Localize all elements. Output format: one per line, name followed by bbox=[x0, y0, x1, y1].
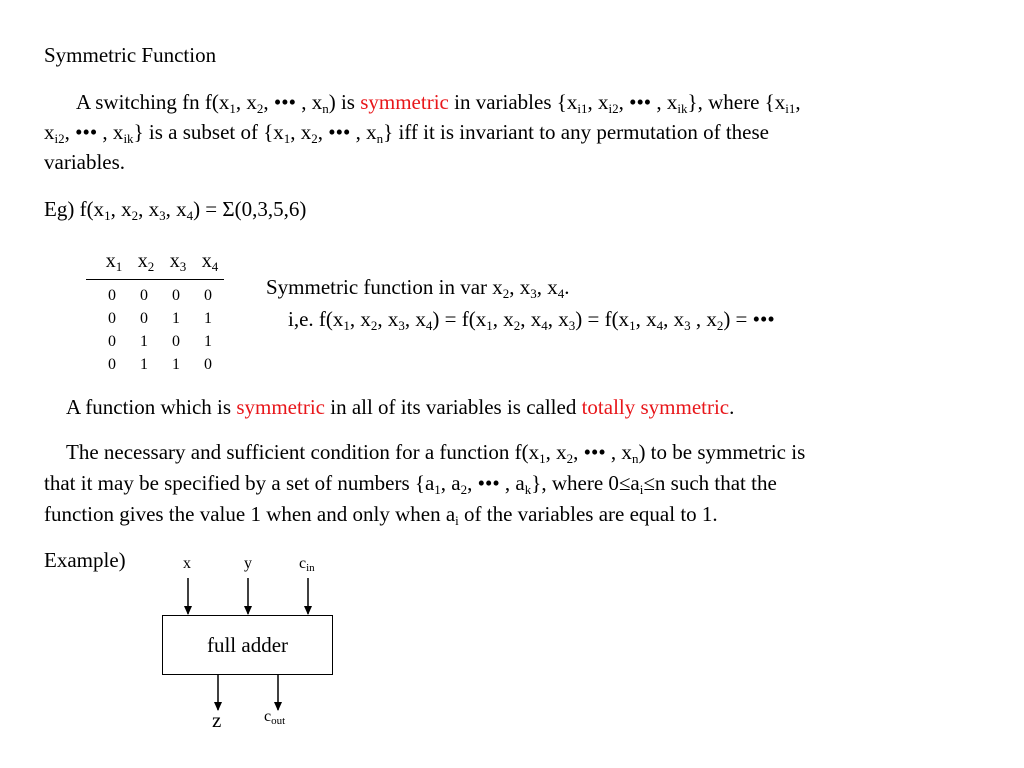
full-adder-box bbox=[162, 615, 333, 675]
output-z-label: z bbox=[212, 708, 222, 732]
totally-symmetric-line: A function which is symmetric in all of its variables is called totally symmetric. bbox=[66, 395, 735, 419]
table-row: 0 0 0 0 bbox=[108, 287, 212, 304]
header-x3: $x_3$ bbox=[169, 250, 187, 274]
condition-line-2: that it may be specified by a set of numbers {$a_1$, $a_2$, ••• , $a_k$}, where $0\le a_i\le n$ such that the bbox=[44, 471, 777, 497]
table-row: 0 1 0 1 bbox=[108, 333, 212, 350]
symmetric-term: symmetric bbox=[360, 90, 449, 114]
condition-line-3: function gives the value 1 when and only when $a_i$ of the variables are equal to 1. bbox=[44, 502, 718, 528]
input-cin-label: $c_{in}$ bbox=[299, 555, 315, 574]
input-cin-arrowhead bbox=[304, 606, 312, 615]
symmetric-term: symmetric bbox=[236, 395, 325, 419]
example-label: Example) bbox=[44, 548, 126, 572]
input-x-label: x bbox=[183, 555, 191, 572]
input-x-arrowhead bbox=[184, 606, 192, 615]
truth-table-header bbox=[94, 250, 226, 273]
truth-table bbox=[94, 250, 226, 375]
header-x2: $x_2$ bbox=[137, 250, 155, 274]
input-y-label: y bbox=[244, 555, 252, 572]
symmetric-note-line-2: i,e. $f(x_1$, $x_2$, $x_3$, $x_4) = f(x_1$, $x_2$, $x_4$, $x_3) = f(x_1$, $x_4$, $x_3$ , $x_2$) = ••• bbox=[288, 307, 775, 333]
header-x4: $x_4$ bbox=[201, 250, 219, 274]
condition-line-1: The necessary and sufficient condition for a function $f(x_1$, $x_2$, ••• , $x_n$) to be symmetric is bbox=[66, 440, 806, 466]
definition-line-3: variables. bbox=[44, 150, 126, 174]
table-row: 0 1 1 0 bbox=[108, 356, 212, 373]
output-cout-label: $c_{out}$ bbox=[264, 708, 286, 727]
totally-symmetric-term: totally symmetric bbox=[581, 395, 730, 419]
definition-line-1: A switching fn $f(x_1$, $x_2$, ••• , $x_n$) is symmetric in variables {$x_{i1}$, $x_{i2}$, ••• , $x_{ik}$}, where {$x_{i1}$, bbox=[76, 90, 801, 116]
page-title: Symmetric Function bbox=[44, 43, 217, 67]
header-x1: $x_1$ bbox=[105, 250, 123, 274]
input-y-arrowhead bbox=[244, 606, 252, 615]
symmetric-note-line-1: Symmetric function in var $x_2$, $x_3$, $x_4$. bbox=[266, 275, 570, 301]
example-function: Eg) $f(x_1$, $x_2$, $x_3$, $x_4) = \Sigma(0,3,5,6)$ bbox=[44, 197, 307, 223]
table-divider bbox=[86, 279, 224, 280]
full-adder-label: full adder bbox=[206, 632, 289, 657]
table-row: 0 0 1 1 bbox=[108, 310, 212, 327]
definition-line-2: $x_{i2}$, ••• , $x_{ik}$} is a subset of {$x_1$, $x_2$, ••• , $x_n$} iff it is invariant to any permutation of these bbox=[44, 120, 769, 146]
